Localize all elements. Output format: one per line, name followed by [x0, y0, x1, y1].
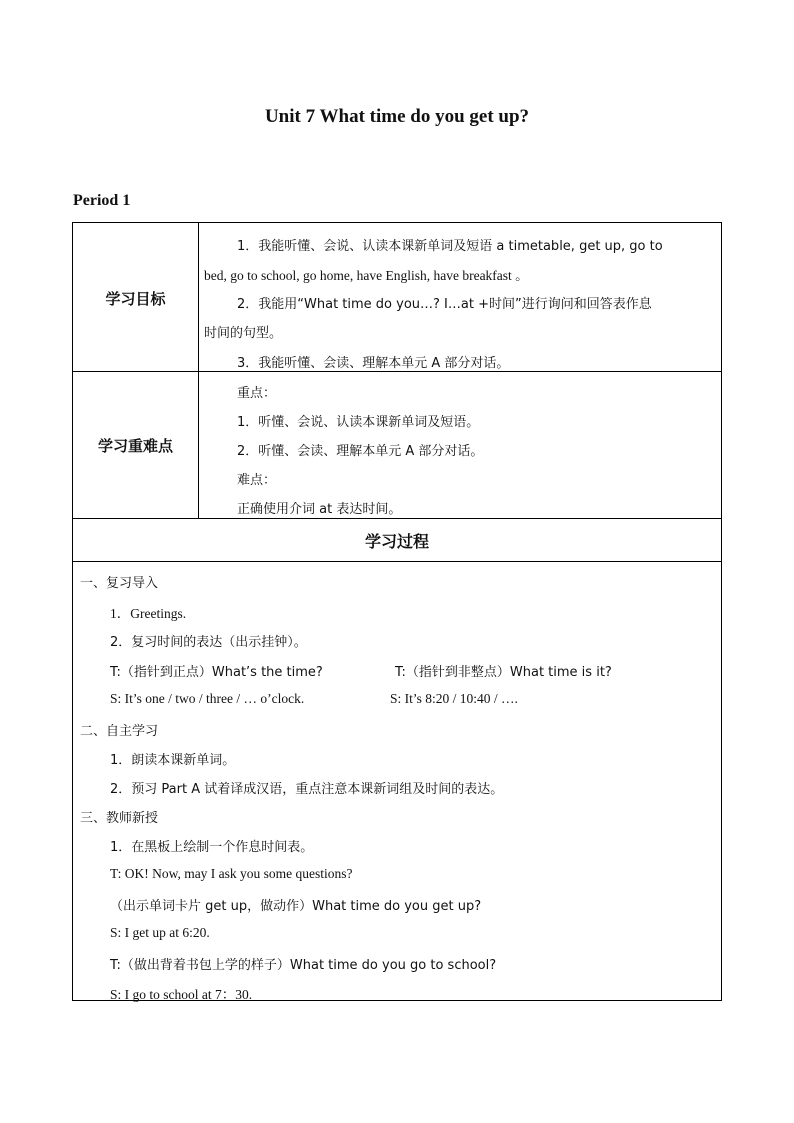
process-line: T:（指针到非整点）What time is it? — [395, 665, 612, 680]
process-line: 二、自主学习 — [80, 724, 159, 739]
row-divider — [73, 561, 721, 562]
process-line: T:（指针到正点）What’s the time? — [110, 665, 323, 680]
process-line: S: I go to school at 7：30. — [110, 987, 253, 1002]
process-line: S: I get up at 6:20. — [110, 925, 210, 940]
process-line: 1．朗读本课新单词。 — [110, 753, 236, 768]
goals-line: 1．我能听懂、会说、认读本课新单词及短语 a timetable, get up, go to — [237, 239, 663, 254]
document-title: Unit 7 What time do you get up? — [264, 106, 530, 127]
goals-line: 3．我能听懂、会读、理解本单元 A 部分对话。 — [237, 356, 510, 371]
goals-label: 学习目标 — [105, 290, 166, 308]
process-line: T:（做出背着书包上学的样子）What time do you go to school? — [110, 958, 497, 973]
goals-line: 2．我能用“What time do you…? I…at +时间”进行询问和回答表作息 — [237, 297, 652, 312]
focus-line: 正确使用介词 at 表达时间。 — [237, 502, 402, 517]
goals-line: 时间的句型。 — [204, 326, 283, 341]
process-line: 2．预习 Part A 试着译成汉语，重点注意本课新词组及时间的表达。 — [110, 782, 504, 797]
process-line: S: It’s one / two / three / … o’clock. — [110, 691, 305, 706]
process-line: T: OK! Now, may I ask you some questions? — [110, 866, 353, 881]
focus-line: 2．听懂、会读、理解本单元 A 部分对话。 — [237, 444, 484, 459]
row-divider — [73, 518, 721, 519]
process-line: 一、复习导入 — [80, 576, 159, 591]
process-line: 1．Greetings. — [110, 606, 187, 621]
process-line: （出示单词卡片 get up，做动作）What time do you get up? — [110, 899, 482, 914]
focus-line: 1．听懂、会说、认读本课新单词及短语。 — [237, 415, 480, 430]
row-divider — [73, 371, 721, 372]
period-label: Period 1 — [73, 192, 131, 209]
process-line: 1．在黑板上绘制一个作息时间表。 — [110, 840, 314, 855]
process-line: 2．复习时间的表达（出示挂钟）。 — [110, 635, 307, 650]
goals-line: bed, go to school, go home, have English, have breakfast 。 — [204, 268, 529, 283]
focus-line: 难点： — [237, 473, 277, 488]
process-line: S: It’s 8:20 / 10:40 / …. — [390, 691, 518, 706]
focus-label: 学习重难点 — [97, 437, 173, 455]
process-heading: 学习过程 — [364, 532, 429, 551]
process-line: 三、教师新授 — [80, 811, 159, 826]
focus-line: 重点： — [237, 386, 277, 401]
lesson-table — [72, 222, 722, 1001]
